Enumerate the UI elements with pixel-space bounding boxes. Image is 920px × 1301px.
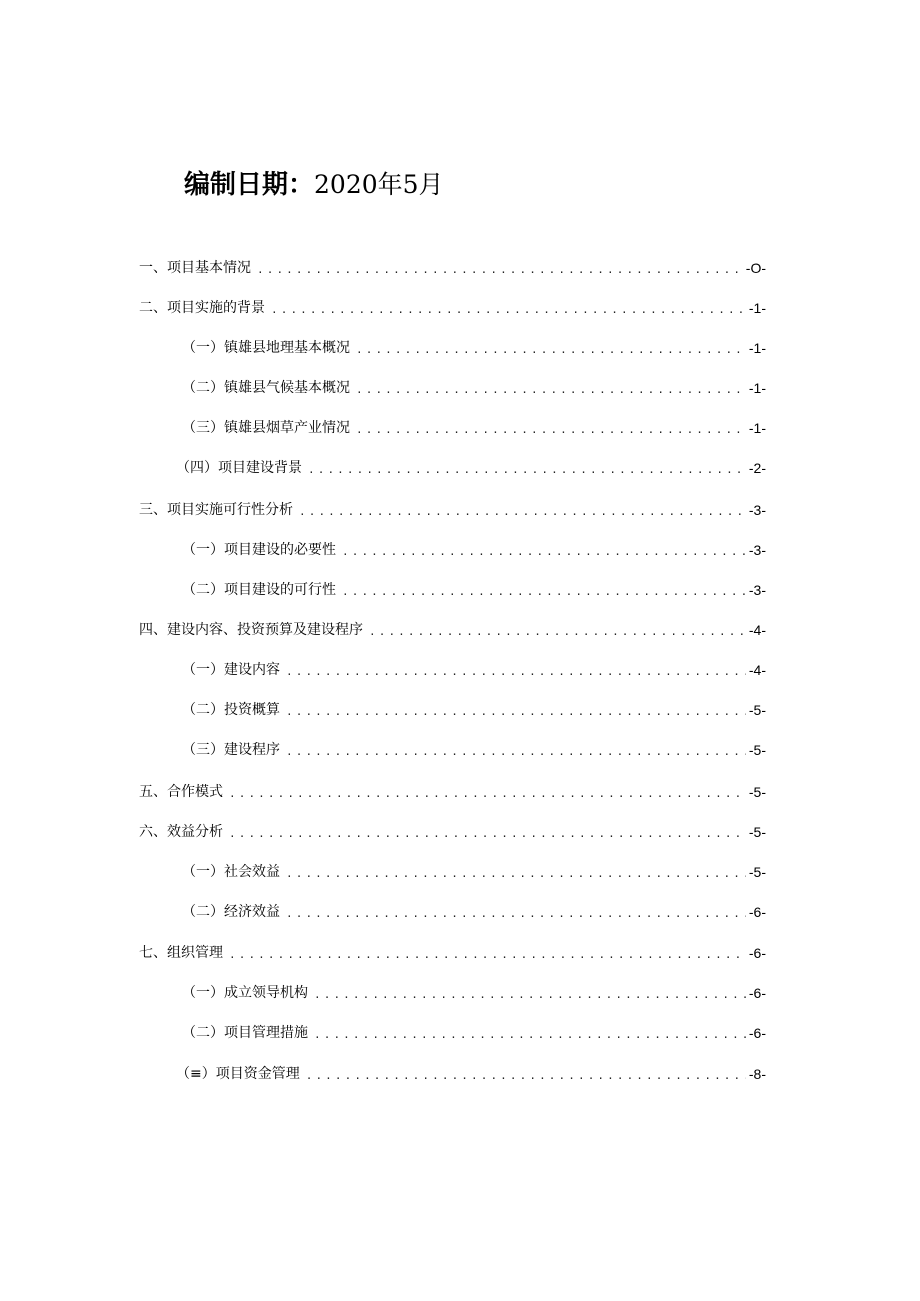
toc-entry[interactable]	[182, 901, 766, 923]
toc-dot-leader	[306, 1065, 746, 1087]
toc-dot-leader	[286, 903, 746, 925]
toc-page-number: -6-	[748, 985, 766, 1001]
toc-page-number: -8-	[748, 1066, 766, 1082]
toc-entry-label: （一）社会效益	[182, 864, 280, 880]
toc-page-number: -3-	[748, 502, 766, 518]
toc-entry[interactable]	[139, 499, 766, 521]
toc-entry[interactable]	[176, 457, 766, 479]
toc-page-number: -2-	[748, 460, 766, 476]
toc-dot-leader	[356, 379, 746, 401]
toc-dot-leader	[314, 984, 746, 1006]
toc-dot-leader	[342, 541, 746, 563]
toc-entry[interactable]	[182, 377, 766, 399]
title-label: 编制日期：	[184, 170, 315, 200]
toc-entry[interactable]	[139, 821, 766, 843]
toc-entry[interactable]	[139, 942, 766, 964]
toc-entry-label: 四、建设内容、投资预算及建设程序	[139, 622, 363, 638]
toc-dot-leader	[229, 823, 746, 845]
toc-dot-leader	[286, 863, 746, 885]
toc-entry[interactable]	[182, 699, 766, 721]
toc-page-number: -1-	[748, 300, 766, 316]
toc-entry[interactable]	[182, 337, 766, 359]
toc-dot-leader	[286, 701, 746, 723]
toc-entry[interactable]	[182, 739, 766, 761]
toc-page-number: -6-	[748, 945, 766, 961]
toc-entry-label: （三）镇雄县烟草产业情况	[182, 420, 350, 436]
toc-page-number: -5-	[748, 784, 766, 800]
toc-page-number: -5-	[748, 824, 766, 840]
toc-entry-label: （一）成立领导机构	[182, 985, 308, 1001]
toc-entry[interactable]	[182, 417, 766, 439]
toc-page-number: -1-	[748, 340, 766, 356]
toc-page-number: -5-	[748, 702, 766, 718]
toc-dot-leader	[356, 419, 746, 441]
toc-entry-label: 二、项目实施的背景	[139, 300, 265, 316]
toc-dot-leader	[342, 581, 746, 603]
toc-page-number: -5-	[748, 742, 766, 758]
toc-page-number: -6-	[748, 1025, 766, 1041]
toc-entry-label: 六、效益分析	[139, 824, 223, 840]
toc-entry-label: 五、合作模式	[139, 784, 223, 800]
toc-entry-label: 一、项目基本情况	[139, 260, 251, 276]
toc-entry-label: （二）经济效益	[182, 904, 280, 920]
toc-entry[interactable]	[182, 579, 766, 601]
toc-dot-leader	[229, 783, 746, 805]
toc-entry-label: （四）项目建设背景	[176, 460, 302, 476]
toc-entry[interactable]	[176, 1063, 766, 1085]
toc-entry[interactable]	[182, 1022, 766, 1044]
toc-dot-leader	[229, 944, 746, 966]
toc-page-number: -1-	[748, 380, 766, 396]
toc-entry-label: （一）镇雄县地理基本概况	[182, 340, 350, 356]
toc-entry-label: （二）项目建设的可行性	[182, 582, 336, 598]
toc-entry[interactable]	[182, 539, 766, 561]
toc-entry[interactable]	[182, 861, 766, 883]
toc-entry-label: （二）镇雄县气候基本概况	[182, 380, 350, 396]
title-date: 2020年5月	[314, 170, 444, 199]
toc-entry[interactable]	[182, 982, 766, 1004]
toc-entry[interactable]	[139, 619, 766, 641]
toc-entry[interactable]	[182, 659, 766, 681]
toc-dot-leader	[286, 661, 746, 683]
toc-dot-leader	[308, 459, 746, 481]
toc-dot-leader	[369, 621, 746, 643]
toc-dot-leader	[286, 741, 746, 763]
toc-entry[interactable]	[139, 781, 766, 803]
toc-page-number: -5-	[748, 864, 766, 880]
toc-entry-label: 七、组织管理	[139, 945, 223, 961]
toc-page-number: -4-	[748, 662, 766, 678]
toc-dot-leader	[356, 339, 746, 361]
toc-dot-leader	[314, 1024, 746, 1046]
toc-entry-label: （≡）项目资金管理	[176, 1066, 300, 1082]
toc-entry[interactable]	[139, 297, 766, 319]
toc-dot-leader	[299, 501, 746, 523]
toc-page-number: -1-	[748, 420, 766, 436]
toc-entry-label: （二）投资概算	[182, 702, 280, 718]
toc-page-number: -6-	[748, 904, 766, 920]
toc-entry[interactable]	[139, 257, 766, 279]
toc-entry-label: 三、项目实施可行性分析	[139, 502, 293, 518]
toc-entry-label: （三）建设程序	[182, 742, 280, 758]
toc-page-number: -O-	[745, 260, 766, 276]
toc-entry-label: （一）建设内容	[182, 662, 280, 678]
toc-entry-label: （一）项目建设的必要性	[182, 542, 336, 558]
toc-dot-leader	[257, 259, 743, 281]
toc-dot-leader	[271, 299, 746, 321]
toc-entry-label: （二）项目管理措施	[182, 1025, 308, 1041]
toc-page-number: -4-	[748, 622, 766, 638]
toc-page-number: -3-	[748, 542, 766, 558]
toc-page-number: -3-	[748, 582, 766, 598]
